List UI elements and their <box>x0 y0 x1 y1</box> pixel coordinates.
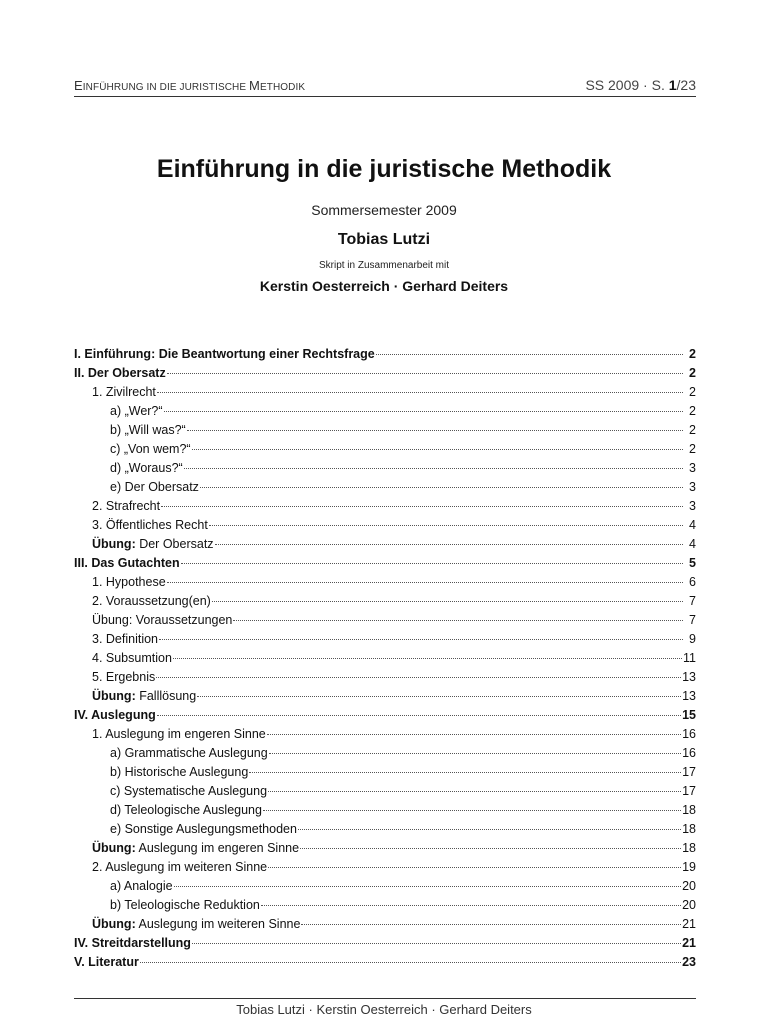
toc-dot-leader <box>269 753 681 754</box>
toc-entry-page: 2 <box>689 385 696 399</box>
toc-entry-text: 1. Hypothese <box>92 575 166 589</box>
toc-dot-leader <box>268 791 681 792</box>
toc-entry-label <box>92 725 266 744</box>
toc-dot-leader <box>376 354 683 355</box>
toc-entry-text: b) Teleologische Reduktion <box>110 898 260 912</box>
toc-entry-label <box>74 364 166 383</box>
toc-entry-text: 3. Definition <box>92 632 159 646</box>
running-title-part-1: INFÜHRUNG IN DIE JURISTISCHE <box>82 82 250 93</box>
toc-entry <box>74 953 696 972</box>
toc-dot-leader <box>300 848 681 849</box>
toc-entry-text: a) Grammatische Auslegung <box>110 746 268 760</box>
toc-entry-page: 2 <box>689 366 696 380</box>
toc-entry <box>74 535 696 554</box>
toc-entry-label <box>110 440 191 459</box>
toc-entry-label <box>92 516 208 535</box>
toc-entry-text: Der Obersatz <box>135 537 214 551</box>
toc-dot-leader <box>173 658 682 659</box>
toc-entry-page: 3 <box>689 461 696 475</box>
toc-entry-page: 15 <box>682 708 696 722</box>
toc-entry <box>74 820 696 839</box>
toc-entry-text: Falllösung <box>135 689 197 703</box>
toc-entry-label <box>74 345 375 364</box>
toc-entry-page: 6 <box>689 575 696 589</box>
toc-entry-label <box>110 478 199 497</box>
toc-entry-text: b) „Will was?“ <box>110 423 186 437</box>
toc-entry-text: a) „Wer?“ <box>110 404 163 418</box>
running-header <box>74 74 696 97</box>
toc-entry <box>74 459 696 478</box>
toc-dot-leader <box>159 639 683 640</box>
toc-entry-label <box>110 782 267 801</box>
toc-dot-leader <box>167 373 683 374</box>
toc-entry-label <box>110 763 248 782</box>
toc-entry-label <box>92 915 300 934</box>
toc-entry <box>74 744 696 763</box>
footer: Tobias Lutzi · Kerstin Oesterreich · Gerhard Deiters <box>236 1002 532 1017</box>
toc-entry <box>74 896 696 915</box>
toc-entry-page: 7 <box>689 594 696 608</box>
toc-entry-text: IV. Auslegung <box>74 708 156 722</box>
toc-dot-leader <box>187 430 683 431</box>
toc-entry <box>74 611 696 630</box>
toc-entry-text: Übung: Voraussetzungen <box>92 613 233 627</box>
toc-entry <box>74 725 696 744</box>
toc-entry-label <box>92 839 299 858</box>
coauthors: Kerstin Oesterreich · Gerhard Deiters <box>259 278 509 294</box>
toc-entry-page: 18 <box>682 841 696 855</box>
toc-entry <box>74 630 696 649</box>
toc-entry <box>74 364 696 383</box>
toc-entry-label <box>92 592 211 611</box>
toc-entry-text: 2. Voraussetzung(en) <box>92 594 211 608</box>
footer-divider <box>74 998 696 999</box>
toc-entry-text: Auslegung im weiteren Sinne <box>135 917 301 931</box>
toc-entry-text: V. Literatur <box>74 955 139 969</box>
toc-dot-leader <box>174 886 682 887</box>
toc-entry-page: 21 <box>682 936 696 950</box>
toc-dot-leader <box>167 582 683 583</box>
toc-dot-leader <box>301 924 681 925</box>
toc-entry-text: 2. Strafrecht <box>92 499 161 513</box>
running-title <box>74 78 305 93</box>
table-of-contents <box>74 345 696 972</box>
toc-entry-prefix: Übung: <box>92 689 136 703</box>
toc-entry-label <box>92 611 232 630</box>
toc-entry-label <box>74 554 180 573</box>
toc-entry <box>74 383 696 402</box>
toc-dot-leader <box>298 829 681 830</box>
toc-entry-text: c) „Von wem?“ <box>110 442 191 456</box>
toc-entry <box>74 478 696 497</box>
toc-entry-page: 7 <box>689 613 696 627</box>
toc-entry-page: 20 <box>682 879 696 893</box>
toc-entry-text: b) Historische Auslegung <box>110 765 249 779</box>
toc-entry-label <box>74 934 191 953</box>
toc-dot-leader <box>161 506 683 507</box>
toc-entry-page: 17 <box>682 765 696 779</box>
toc-entry-label <box>110 402 163 421</box>
toc-entry-text: d) Teleologische Auslegung <box>110 803 262 817</box>
toc-entry-text: 5. Ergebnis <box>92 670 156 684</box>
toc-entry-label <box>92 858 267 877</box>
toc-entry-label <box>92 649 172 668</box>
running-title-part-2: ETHODIK <box>259 82 306 93</box>
toc-entry-text: 1. Auslegung im engeren Sinne <box>92 727 266 741</box>
toc-entry-label <box>110 459 183 478</box>
toc-entry-label <box>110 877 173 896</box>
toc-entry-prefix: Übung: <box>92 841 136 855</box>
toc-entry <box>74 421 696 440</box>
toc-entry-text: d) „Woraus?“ <box>110 461 183 475</box>
toc-entry-page: 20 <box>682 898 696 912</box>
toc-entry <box>74 782 696 801</box>
page-number <box>585 77 696 93</box>
toc-entry-page: 17 <box>682 784 696 798</box>
toc-entry-page: 2 <box>689 347 696 361</box>
toc-entry-page: 21 <box>682 917 696 931</box>
toc-entry-label <box>92 630 158 649</box>
toc-entry-page: 13 <box>682 689 696 703</box>
toc-dot-leader <box>261 905 681 906</box>
toc-entry <box>74 649 696 668</box>
toc-entry <box>74 440 696 459</box>
page-label: SS 2009 · S. <box>585 77 669 93</box>
toc-entry-page: 2 <box>689 423 696 437</box>
toc-entry-label <box>110 801 262 820</box>
toc-entry-label <box>92 497 160 516</box>
toc-entry-text: a) Analogie <box>110 879 173 893</box>
toc-entry-label <box>74 706 156 725</box>
toc-entry <box>74 877 696 896</box>
toc-dot-leader <box>157 715 681 716</box>
document-title: Einführung in die juristische Methodik <box>156 155 612 183</box>
toc-entry-page: 16 <box>682 746 696 760</box>
running-title-initial-2: M <box>249 78 260 93</box>
toc-entry-page: 2 <box>689 404 696 418</box>
page-total: /23 <box>676 77 696 93</box>
toc-entry-text: Auslegung im engeren Sinne <box>135 841 300 855</box>
toc-entry-text: 3. Öffentliches Recht <box>92 518 208 532</box>
toc-entry-page: 4 <box>689 537 696 551</box>
toc-dot-leader <box>181 563 683 564</box>
toc-dot-leader <box>209 525 683 526</box>
toc-entry-page: 3 <box>689 499 696 513</box>
toc-entry <box>74 668 696 687</box>
toc-entry-page: 3 <box>689 480 696 494</box>
toc-entry-text: c) Systematische Auslegung <box>110 784 268 798</box>
toc-entry <box>74 497 696 516</box>
toc-dot-leader <box>263 810 681 811</box>
toc-entry <box>74 801 696 820</box>
toc-entry-text: 2. Auslegung im weiteren Sinne <box>92 860 268 874</box>
toc-entry-text: III. Das Gutachten <box>74 556 180 570</box>
toc-entry <box>74 687 696 706</box>
toc-entry-page: 4 <box>689 518 696 532</box>
toc-entry-label <box>110 820 297 839</box>
toc-entry-page: 13 <box>682 670 696 684</box>
toc-entry <box>74 592 696 611</box>
page-current: 1 <box>668 77 677 93</box>
toc-entry-label <box>110 896 260 915</box>
toc-entry-text: 4. Subsumtion <box>92 651 172 665</box>
toc-entry-text: IV. Streitdarstellung <box>74 936 191 950</box>
toc-entry <box>74 706 696 725</box>
toc-entry-label <box>92 573 166 592</box>
toc-entry-label <box>74 953 139 972</box>
toc-dot-leader <box>197 696 681 697</box>
toc-entry-text: 1. Zivilrecht <box>92 385 156 399</box>
toc-dot-leader <box>192 943 681 944</box>
toc-dot-leader <box>268 867 681 868</box>
toc-entry <box>74 763 696 782</box>
toc-entry <box>74 934 696 953</box>
toc-dot-leader <box>215 544 683 545</box>
toc-entry-page: 5 <box>689 556 696 570</box>
toc-entry-label <box>92 535 214 554</box>
toc-dot-leader <box>192 449 683 450</box>
toc-entry-label <box>92 687 196 706</box>
toc-dot-leader <box>140 962 681 963</box>
running-title-initial-1: E <box>74 78 83 93</box>
toc-entry <box>74 915 696 934</box>
toc-dot-leader <box>249 772 681 773</box>
skript-note: Skript in Zusammenarbeit mit <box>318 260 450 271</box>
toc-dot-leader <box>184 468 683 469</box>
toc-entry-prefix: Übung: <box>92 917 136 931</box>
toc-entry <box>74 858 696 877</box>
author: Tobias Lutzi <box>337 231 431 248</box>
toc-entry-page: 16 <box>682 727 696 741</box>
toc-entry-text: e) Sonstige Auslegungsmethoden <box>110 822 297 836</box>
toc-dot-leader <box>157 392 683 393</box>
toc-entry-label <box>110 744 268 763</box>
toc-dot-leader <box>200 487 683 488</box>
toc-dot-leader <box>267 734 681 735</box>
toc-entry-page: 23 <box>682 955 696 969</box>
toc-entry <box>74 573 696 592</box>
toc-entry <box>74 839 696 858</box>
toc-entry-page: 19 <box>682 860 696 874</box>
semester: Sommersemester 2009 <box>311 202 457 218</box>
toc-entry-label <box>110 421 186 440</box>
toc-dot-leader <box>233 620 683 621</box>
toc-entry <box>74 402 696 421</box>
toc-dot-leader <box>212 601 683 602</box>
toc-entry <box>74 516 696 535</box>
toc-entry <box>74 345 696 364</box>
toc-dot-leader <box>164 411 683 412</box>
toc-entry-prefix: Übung: <box>92 537 136 551</box>
toc-entry-label <box>92 668 155 687</box>
toc-entry-page: 18 <box>682 822 696 836</box>
toc-dot-leader <box>156 677 681 678</box>
toc-entry-text: e) Der Obersatz <box>110 480 199 494</box>
toc-entry-page: 11 <box>683 651 696 665</box>
toc-entry-text: I. Einführung: Die Beantwortung einer Rechtsfrage <box>74 347 375 361</box>
toc-entry-page: 2 <box>689 442 696 456</box>
toc-entry <box>74 554 696 573</box>
toc-entry-text: II. Der Obersatz <box>74 366 166 380</box>
toc-entry-page: 18 <box>682 803 696 817</box>
toc-entry-page: 9 <box>689 632 696 646</box>
toc-entry-label <box>92 383 156 402</box>
